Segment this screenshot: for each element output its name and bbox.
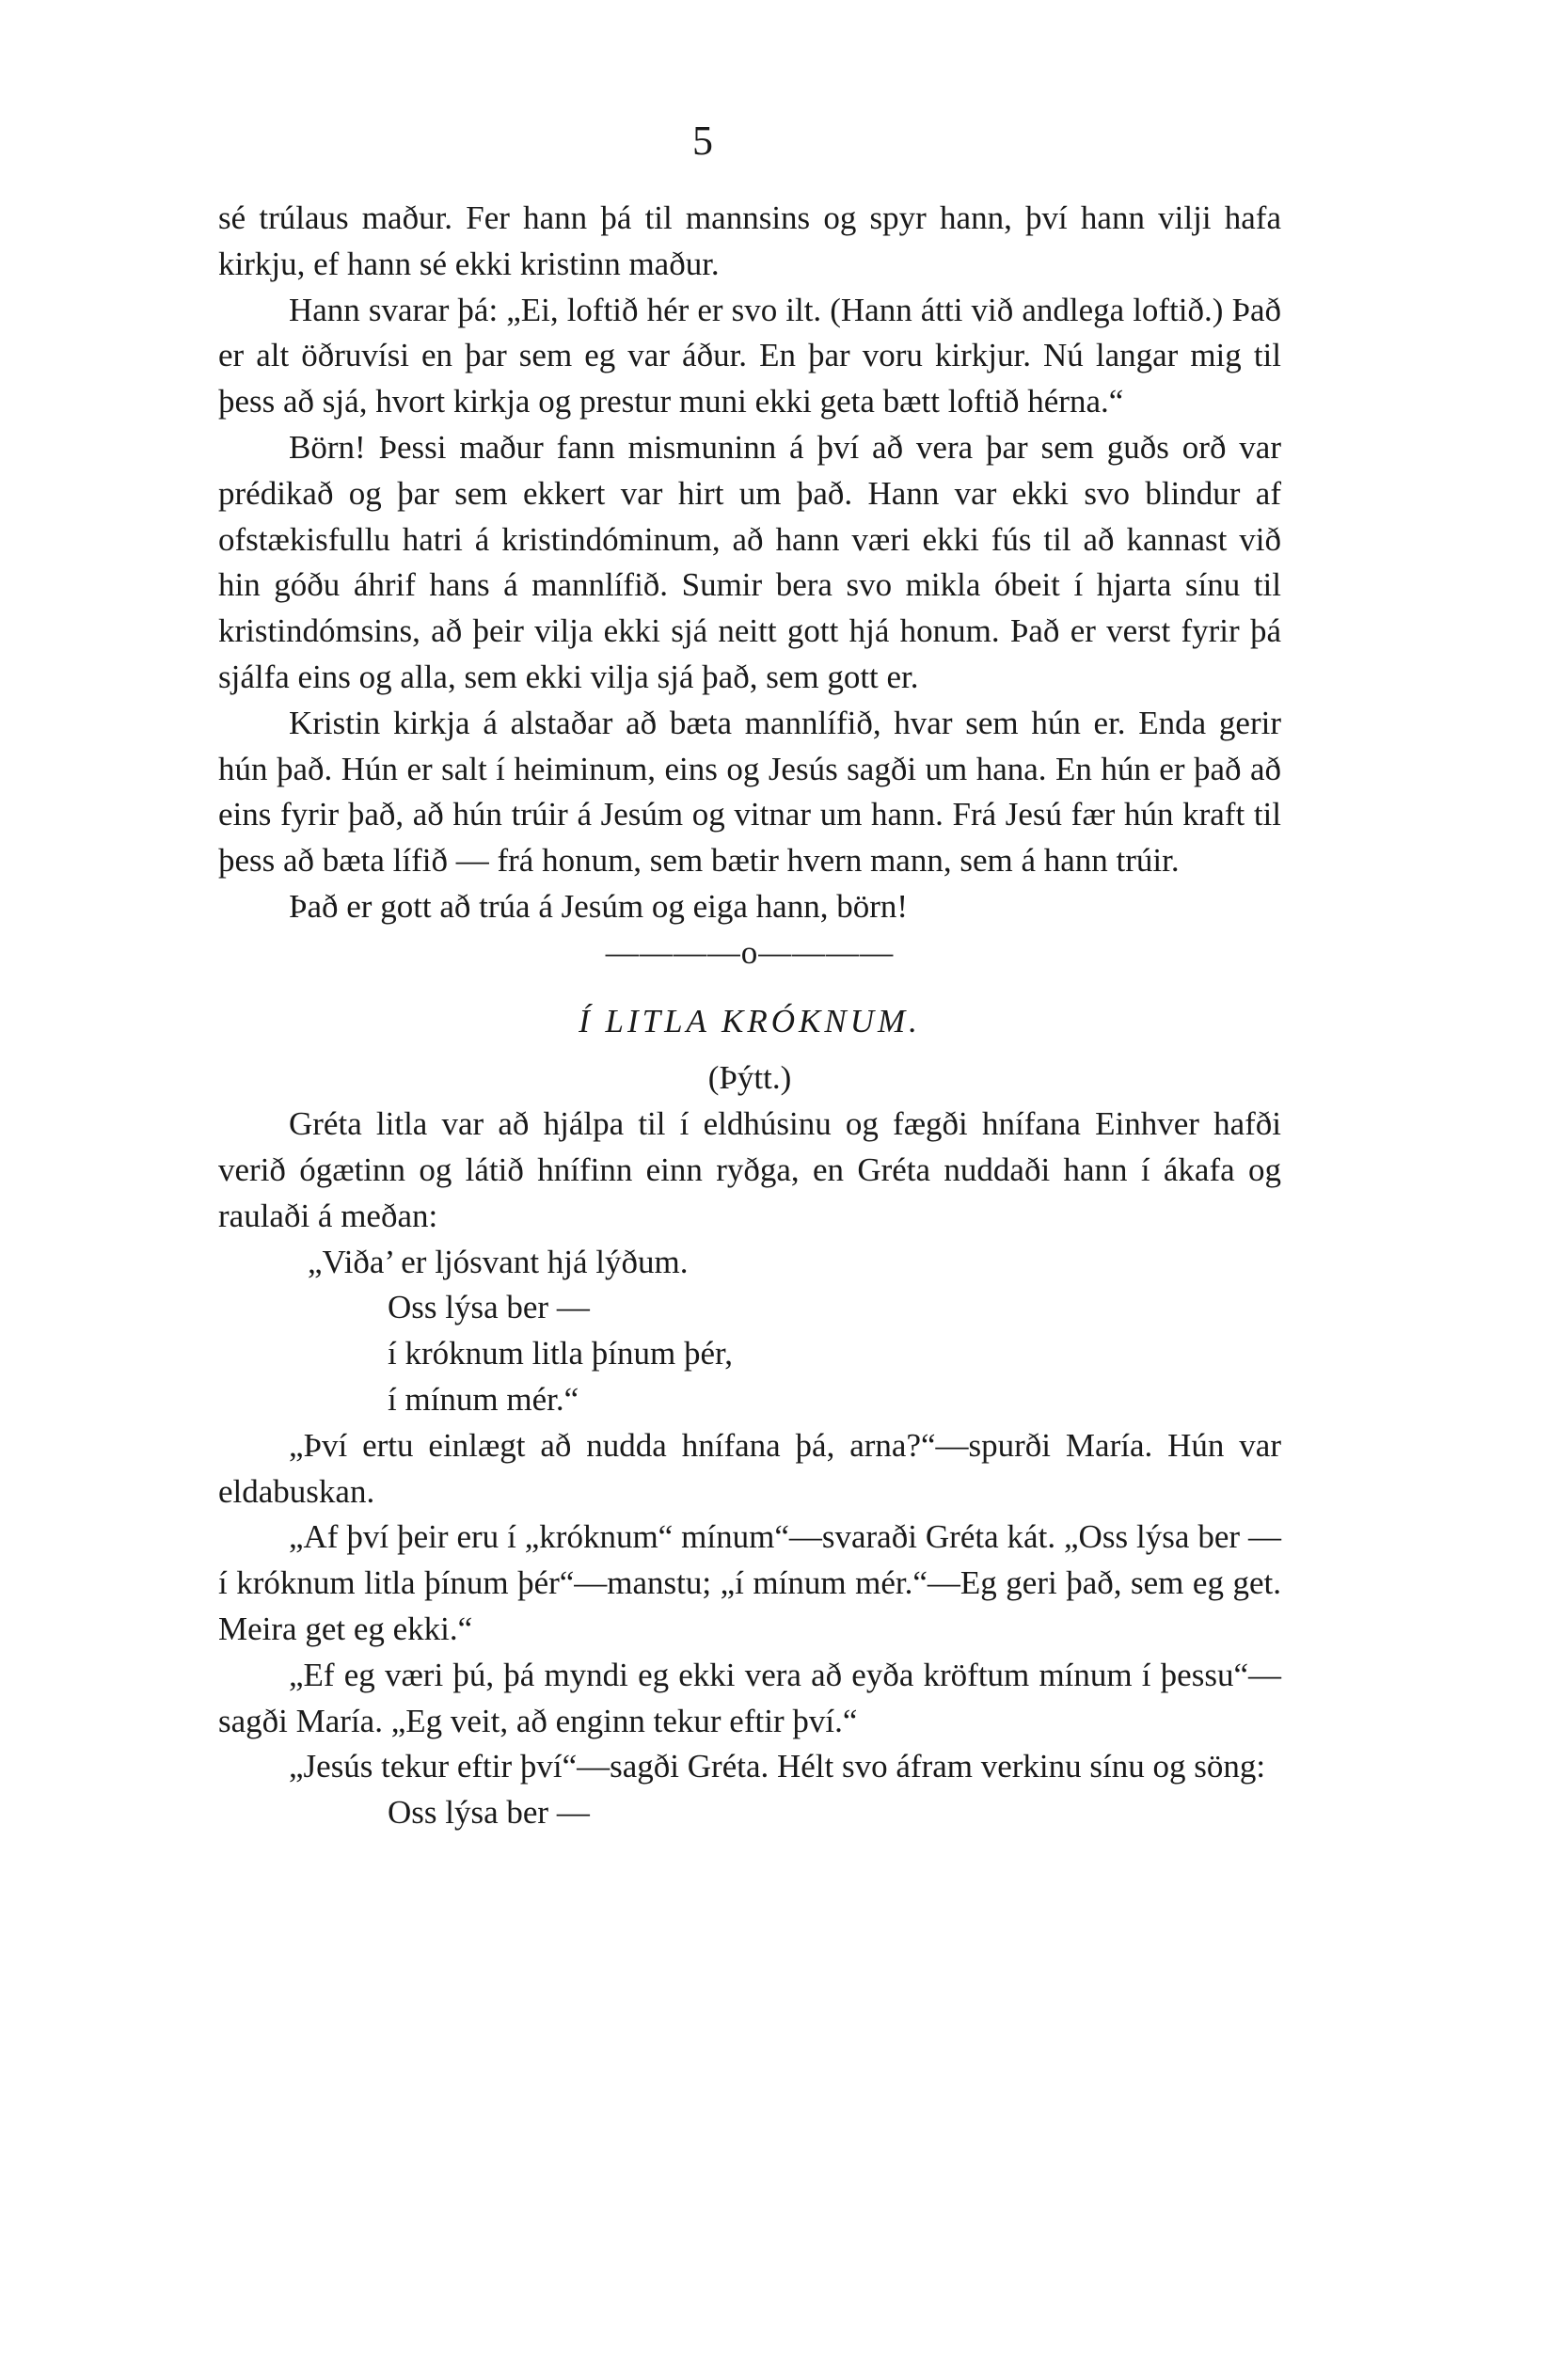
paragraph: Gréta litla var að hjálpa til í eldhúsinu og fægði hnífana Einhver hafði verið ógætinn og látið hnífinn einn ryðga, en Gréta nuddaði hann í ákafa og raulaði á meðan:: [218, 1105, 1281, 1234]
page-body: [218, 196, 1281, 1836]
verse-line: í mínum mér.“: [388, 1380, 579, 1418]
paragraph: Kristin kirkja á alstaðar að bæta mannlífið, hvar sem hún er. Enda gerir hún það. Hún er salt í heiminum, eins og Jesús sagði um hana. En hún er það að eins fyrir það, að hún trúir á Jesúm og vitnar um hann. Frá Jesú fær hún kraft til þess að bæta lífið — frá honum, sem bætir hvern mann, sem á hann trúir.: [218, 704, 1281, 880]
story-subtitle: (Þýtt.): [707, 1059, 792, 1097]
story-title: Í LITLA KRÓKNUM.: [579, 1002, 921, 1039]
paragraph: „Af því þeir eru í „króknum“ mínum“—svaraði Gréta kát. „Oss lýsa ber — í króknum litla þínum þér“—manstu; „í mínum mér.“—Eg geri það, sem eg get. Meira get eg ekki.“: [218, 1518, 1281, 1647]
verse-block: [218, 1240, 1281, 1423]
verse-line: Oss lýsa ber —: [388, 1289, 590, 1326]
paragraph: „Ef eg væri þú, þá myndi eg ekki vera að eyða kröftum mínum í þessu“—sagði María. „Eg veit, að enginn tekur eftir því.“: [218, 1656, 1281, 1739]
paragraph: „Jesús tekur eftir því“—sagði Gréta. Hélt svo áfram verkinu sínu og söng:: [289, 1748, 1266, 1785]
paragraph: sé trúlaus maður. Fer hann þá til mannsins og spyr hann, því hann vilji hafa kirkju, ef hann sé ekki kristinn maður.: [218, 199, 1281, 282]
verse-line: Oss lýsa ber —: [388, 1794, 590, 1832]
paragraph: Hann svarar þá: „Ei, loftið hér er svo ilt. (Hann átti við andlega loftið.) Það er alt öðruvísi en þar sem eg var áður. En þar voru kirkjur. Nú langar mig til þess að sjá, hvort kirkja og prestur muni ekki geta bætt loftið hérna.“: [218, 291, 1281, 420]
page-number: 5: [692, 118, 713, 164]
paragraph: „Því ertu einlægt að nudda hnífana þá, arna?“—spurði María. Hún var eldabuskan.: [218, 1426, 1281, 1510]
section-divider: ————o————: [605, 933, 895, 971]
paragraph: Börn! Þessi maður fann mismuninn á því að vera þar sem guðs orð var prédikað og þar sem ekkert var hirt um það. Hann var ekki svo blindur af ofstækisfullu hatri á kristindóminum, að hann væri ekki fús til að kannast við hin góðu áhrif hans á mannlífið. Sumir bera svo mikla óbeit í hjarta sínu til kristindómsins, að þeir vilja ekki sjá neitt gott hjá honum. Það er verst fyrir þá sjálfa eins og alla, sem ekki vilja sjá það, sem gott er.: [218, 428, 1281, 695]
paragraph: Það er gott að trúa á Jesúm og eiga hann, börn!: [289, 887, 909, 925]
verse-line: í króknum litla þínum þér,: [388, 1335, 734, 1372]
verse-line: „Viða’ er ljósvant hjá lýðum.: [308, 1243, 689, 1280]
